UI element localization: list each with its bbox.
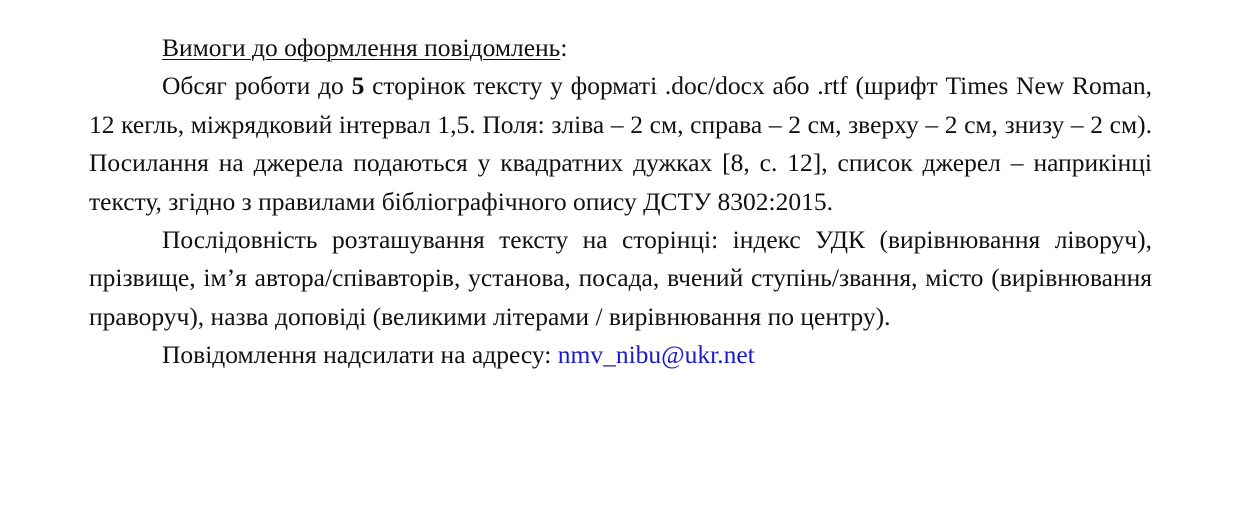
paragraph-volume-rest: сторінок тексту у форматі .doc/docx або .rtf (шрифт Times New Roman, 12 кегль, міжрядковий інтервал 1,5. Поля: зліва – 2 см, справа – 2 см, зверху – 2 см, знизу – 2 см). Посилання на джерела подаються у квадратних дужках [8, с. 12], список джерел – наприкінці тексту, згідно з правилами бібліографічного опису ДСТУ 8302:2015.	[89, 71, 1152, 216]
heading-colon: :	[560, 33, 568, 62]
heading-text: Вимоги до оформлення повідомлень	[162, 33, 561, 62]
paragraph-volume	[89, 67, 1152, 221]
requirements-heading	[89, 29, 1152, 67]
submission-prefix: Повідомлення надсилати на адресу:	[162, 340, 558, 370]
paragraph-submission	[89, 336, 1152, 374]
email-link[interactable]: nmv_nibu@ukr.net	[557, 340, 755, 370]
document-body	[89, 29, 1152, 375]
paragraph-volume-start: Обсяг роботи до	[162, 71, 352, 101]
page-limit-number: 5	[351, 71, 365, 101]
paragraph-text-order: Послідовність розташування тексту на сторінці: індекс УДК (вирівнювання ліворуч), прізвище, ім’я автора/співавторів, установа, посада, вчений ступінь/звання, місто (вирівнювання праворуч), назва доповіді (великими літерами / вирівнювання по центру).	[89, 225, 1152, 331]
